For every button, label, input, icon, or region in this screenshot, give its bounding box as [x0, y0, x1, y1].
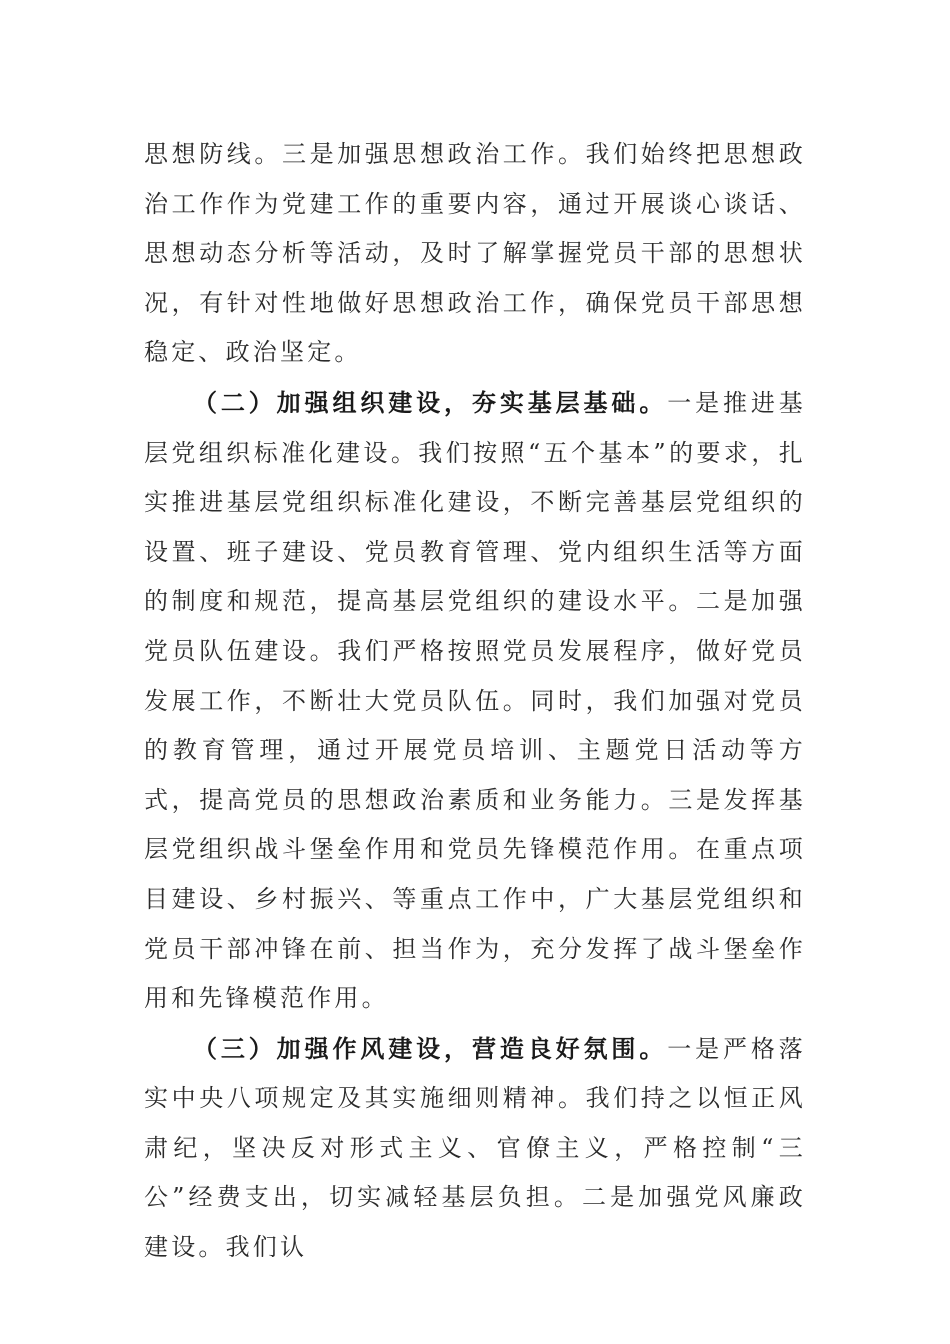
- document-body: [144, 130, 806, 1273]
- paragraph-text: 一是推进基层党组织标准化建设。我们按照“五个基本”的要求，扎实推进基层党组织标准化建设，不断完善基层党组织的设置、班子建设、党员教育管理、党内组织生活等方面的制度和规范，提高基层党组织的建设水平。二是加强党员队伍建设。我们严格按照党员发展程序，做好党员发展工作，不断壮大党员队伍。同时，我们加强对党员的教育管理，通过开展党员培训、主题党日活动等方式，提高党员的思想政治素质和业务能力。三是发挥基层党组织战斗堡垒作用和党员先锋模范作用。在重点项目建设、乡村振兴、等重点工作中，广大基层党组织和党员干部冲锋在前、担当作为，充分发挥了战斗堡垒作用和先锋模范作用。: [144, 388, 806, 1013]
- section-heading: （三）加强作风建设，营造良好氛围。: [193, 1033, 668, 1063]
- paragraph-organization-building: [144, 378, 806, 1024]
- section-heading: （二）加强组织建设，夯实基层基础。: [193, 387, 668, 417]
- paragraph-style-building: [144, 1024, 806, 1273]
- paragraph-text: 思想防线。三是加强思想政治工作。我们始终把思想政治工作作为党建工作的重要内容，通过开展谈心谈话、思想动态分析等活动，及时了解掌握党员干部的思想状况，有针对性地做好思想政治工作，确保党员干部思想稳定、政治坚定。: [144, 140, 806, 367]
- paragraph-text: 一是严格落实中央八项规定及其实施细则精神。我们持之以恒正风肃纪，坚决反对形式主义、官僚主义，严格控制“三公”经费支出，切实减轻基层负担。二是加强党风廉政建设。我们认: [144, 1034, 806, 1262]
- paragraph-continuation: [144, 130, 806, 378]
